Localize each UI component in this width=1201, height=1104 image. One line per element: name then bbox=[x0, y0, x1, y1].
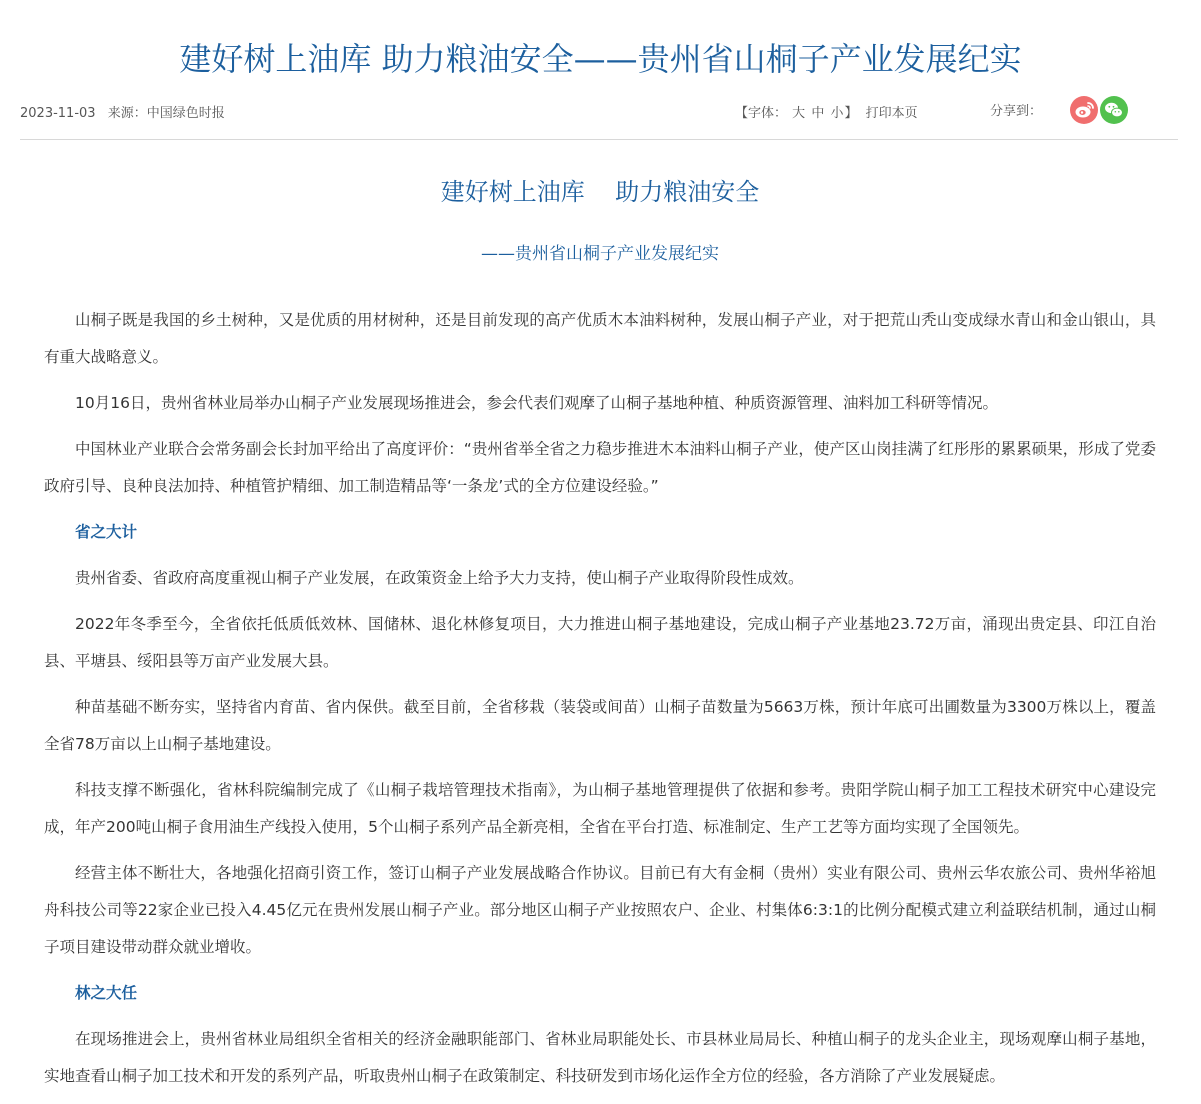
publish-date: 2023-11-03 bbox=[20, 106, 96, 121]
print-button[interactable]: 打印本页 bbox=[865, 106, 918, 121]
article-paragraphs bbox=[44, 302, 1156, 1095]
section-heading: 省之大计 bbox=[75, 523, 138, 541]
weibo-icon[interactable] bbox=[1070, 96, 1098, 124]
source-label: 来源： bbox=[107, 106, 147, 121]
header-divider bbox=[20, 139, 1178, 140]
section-heading: 林之大任 bbox=[75, 984, 138, 1002]
article-subtitle: ——贵州省山桐子产业发展纪实 bbox=[481, 244, 719, 264]
source-name: 中国绿色时报 bbox=[146, 106, 225, 121]
article-paragraph: 在现场推进会上，贵州省林业局组织全省相关的经济金融职能部门、省林业局职能处长、市县林业局局长、种植山桐子的龙头企业主，现场观摩山桐子基地，实地查看山桐子加工技术和开发的系列产品，听取贵州山桐子在政策制定、科技研发到市场化运作全方位的经验，各方消除了产业发展疑虑。 bbox=[44, 1030, 1156, 1085]
font-small-button[interactable]: 小 bbox=[830, 106, 844, 121]
share-label: 分享到： bbox=[990, 104, 1043, 119]
font-size-tools bbox=[735, 102, 918, 121]
article-title: 建好树上油库 助力粮油安全 bbox=[440, 178, 760, 206]
font-medium-button[interactable]: 中 bbox=[811, 106, 825, 121]
article-paragraph: 山桐子既是我国的乡土树种，又是优质的用材树种，还是目前发现的高产优质木本油料树种，发展山桐子产业，对于把荒山秃山变成绿水青山和金山银山，具有重大战略意义。 bbox=[44, 311, 1156, 366]
article-paragraph: 贵州省委、省政府高度重视山桐子产业发展，在政策资金上给予大力支持，使山桐子产业取得阶段性成效。 bbox=[75, 569, 804, 587]
article-paragraph: 中国林业产业联合会常务副会长封加平给出了高度评价：“贵州省举全省之力稳步推进木本油料山桐子产业，使产区山岗挂满了红彤彤的累累硕果，形成了党委政府引导、良种良法加持、种植管护精细、加工制造精品等‘一条龙’式的全方位建设经验。” bbox=[44, 440, 1156, 495]
font-label: 【字体： bbox=[735, 106, 788, 121]
article-paragraph: 2022年冬季至今，全省依托低质低效林、国储林、退化林修复项目，大力推进山桐子基地建设，完成山桐子产业基地23.72万亩，涌现出贵定县、印江自治县、平塘县、绥阳县等万亩产业发展大县。 bbox=[44, 615, 1156, 670]
article-paragraph: 10月16日，贵州省林业局举办山桐子产业发展现场推进会，参会代表们观摩了山桐子基地种植、种质资源管理、油料加工科研等情况。 bbox=[75, 394, 998, 412]
article-meta bbox=[20, 102, 233, 121]
meta-bar bbox=[20, 98, 1178, 124]
article-body bbox=[44, 170, 1156, 1104]
article-paragraph: 科技支撑不断强化，省林科院编制完成了《山桐子栽培管理技术指南》，为山桐子基地管理提供了依据和参考。贵阳学院山桐子加工工程技术研究中心建设完成，年产200吨山桐子食用油生产线投入使用，5个山桐子系列产品全新亮相，全省在平台打造、标准制定、生产工艺等方面均实现了全国领先。 bbox=[44, 781, 1156, 836]
page-title: 建好树上油库 助力粮油安全——贵州省山桐子产业发展纪实 bbox=[179, 40, 1022, 78]
wechat-icon[interactable] bbox=[1100, 96, 1128, 124]
article-paragraph: 经营主体不断壮大，各地强化招商引资工作，签订山桐子产业发展战略合作协议。目前已有大有金桐（贵州）实业有限公司、贵州云华农旅公司、贵州华裕旭舟科技公司等22家企业已投入4.45亿元在贵州发展山桐子产业。部分地区山桐子产业按照农户、企业、村集体6:3:1的比例分配模式建立利益联结机制，通过山桐子项目建设带动群众就业增收。 bbox=[44, 864, 1156, 956]
font-label-close: 】 bbox=[844, 106, 858, 121]
source-info bbox=[108, 106, 225, 121]
font-large-button[interactable]: 大 bbox=[792, 106, 806, 121]
article-paragraph: 种苗基础不断夯实，坚持省内育苗、省内保供。截至目前，全省移栽（装袋或间苗）山桐子苗数量为5663万株，预计年底可出圃数量为3300万株以上，覆盖全省78万亩以上山桐子基地建设。 bbox=[44, 698, 1156, 753]
